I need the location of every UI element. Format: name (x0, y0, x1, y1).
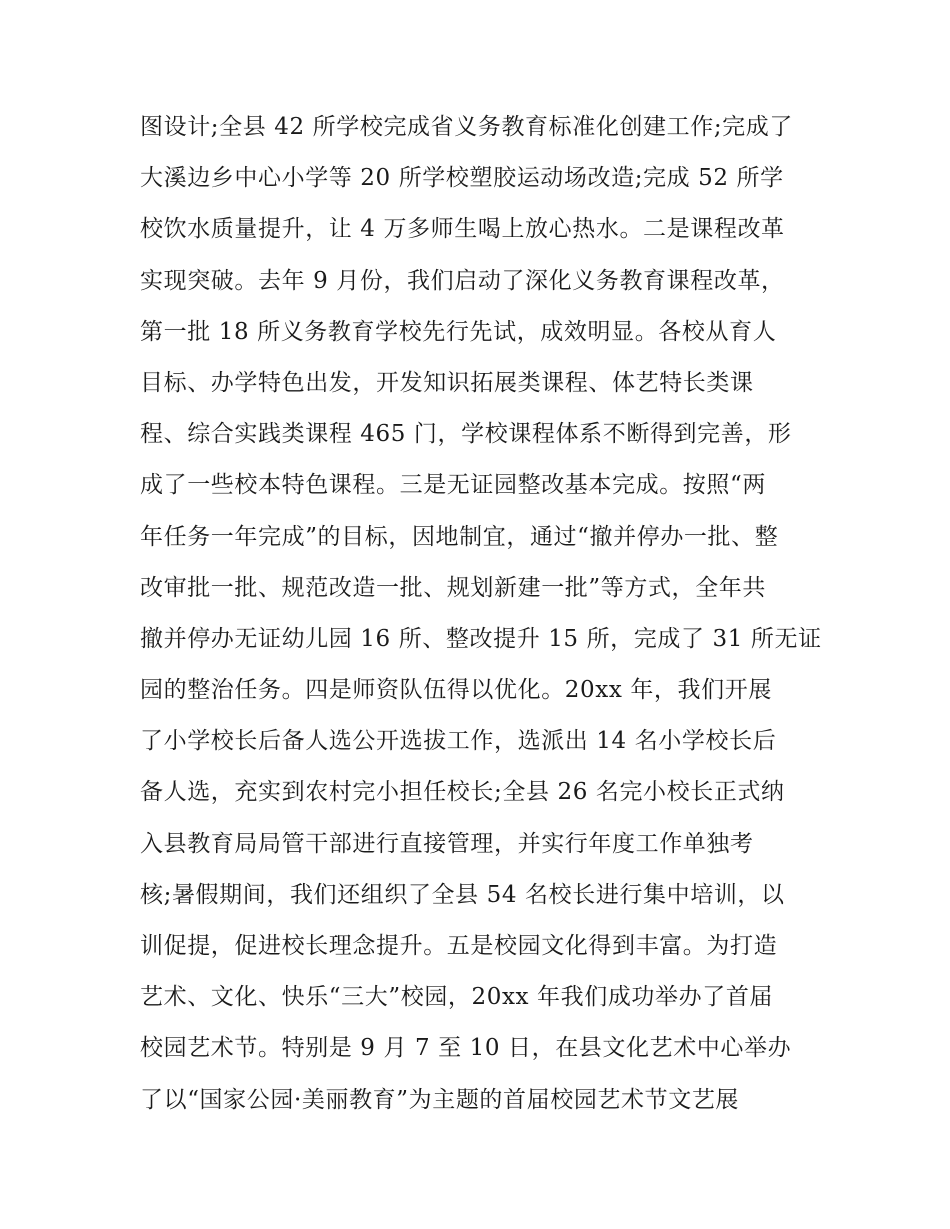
text-line: 实现突破。去年 9 月份，我们启动了深化义务教育课程改革， (140, 267, 785, 294)
text-line: 校园艺术节。特别是 9 月 7 至 10 日，在县文化艺术中心举办 (140, 1035, 792, 1062)
text-line: 图设计;全县 42 所学校完成省义务教育标准化创建工作;完成了 (140, 114, 793, 140)
text-line: 训促提，促进校长理念提升。五是校园文化得到丰富。为打造 (140, 933, 778, 959)
text-line: 入县教育局局管干部进行直接管理，并实行年度工作单独考 (140, 830, 754, 857)
text-line: 备人选，充实到农村完小担任校长;全县 26 名完小校长正式纳 (140, 779, 785, 806)
text-line: 撤并停办无证幼儿园 16 所、整改提升 15 所，完成了 31 所无证 (140, 625, 822, 652)
text-line: 程、综合实践类课程 465 门，学校课程体系不断得到完善，形 (140, 421, 792, 448)
body-text (140, 102, 830, 1126)
text-line: 校饮水质量提升，让 4 万多师生喝上放心热水。二是课程改革 (140, 216, 785, 243)
text-line: 大溪边乡中心小学等 20 所学校塑胶运动场改造;完成 52 所学 (140, 165, 784, 192)
text-line: 了小学校长后备人选公开选拔工作，选派出 14 名小学校长后 (140, 728, 777, 755)
text-line: 了以“国家公园·美丽教育”为主题的首届校园艺术节文艺展 (140, 1086, 740, 1113)
text-line: 园的整治任务。四是师资队伍得以优化。20xx 年，我们开展 (140, 677, 772, 704)
text-line: 第一批 18 所义务教育学校先行先试，成效明显。各校从育人 (140, 318, 777, 345)
text-line: 艺术、文化、快乐“三大”校园，20xx 年我们成功举办了首届 (140, 984, 774, 1011)
text-line: 成了一些校本特色课程。三是无证园整改基本完成。按照“两 (140, 472, 766, 499)
text-line: 目标、办学特色出发，开发知识拓展类课程、体艺特长类课 (140, 369, 754, 396)
text-line: 核;暑假期间，我们还组织了全县 54 名校长进行集中培训，以 (140, 881, 785, 908)
text-line: 改审批一批、规范改造一批、规划新建一批”等方式，全年共 (140, 574, 766, 601)
text-line: 年任务一年完成”的目标，因地制宜，通过“撤并停办一批、整 (140, 523, 779, 550)
